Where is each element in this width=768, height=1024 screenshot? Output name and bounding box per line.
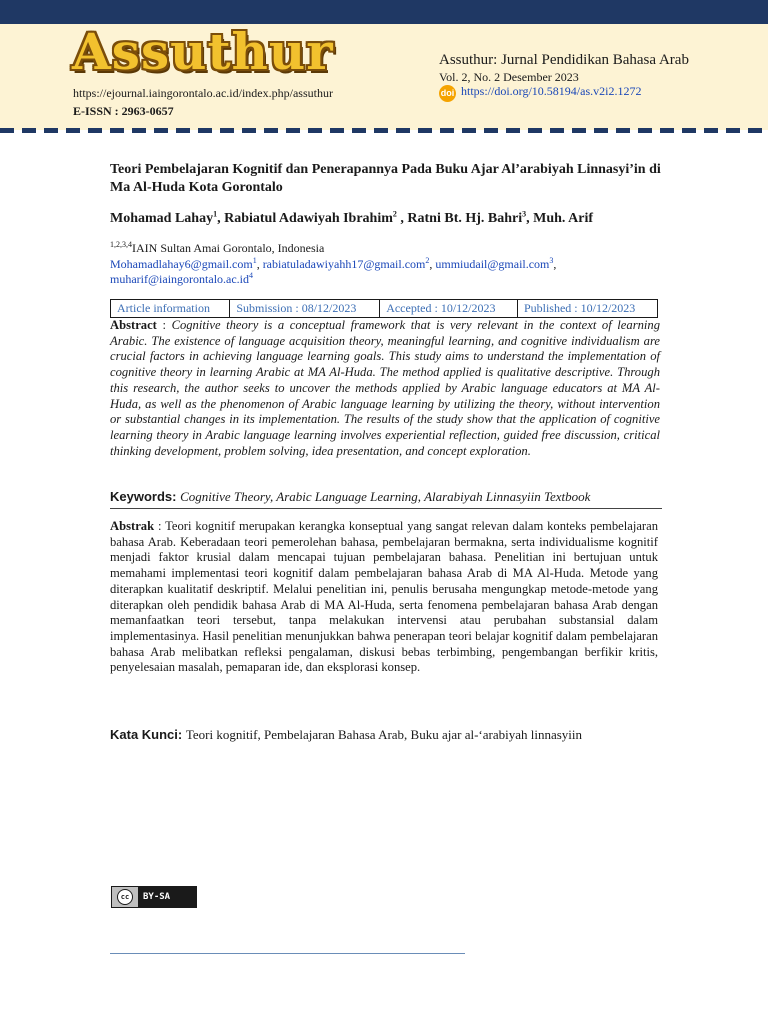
email-sup: 4 — [249, 271, 254, 280]
article-info-table — [110, 299, 658, 318]
email-sup: 1 — [252, 256, 257, 265]
header-dashed-divider — [0, 128, 768, 133]
author-sup: 2 — [392, 209, 397, 219]
abstract-indonesian — [110, 519, 658, 676]
author-name: Ratni Bt. Hj. Bahri — [407, 211, 523, 226]
footnote-divider — [110, 953, 465, 954]
article-info-label: Article information — [111, 300, 230, 318]
author-name: Mohamad Lahay — [110, 211, 214, 226]
published-date: Published : 10/12/2023 — [517, 300, 657, 318]
article-info-row — [111, 300, 658, 318]
creative-commons-icon[interactable] — [111, 886, 197, 908]
abstrak-text: Teori kognitif merupakan kerangka konseptual yang sangat relevan dalam konteks pembelajaran bahasa Arab. Keberadaan teori pemerolehan bahasa, pembelajaran bermakna, serta individualisme kognitif menjadi faktor krusial dalam mencapai tujuan pembelajaran bahasa. Penelitian ini bertujuan untuk memahami implementasi teori kognitif dalam pembelajaran bahasa Arab di MA Al-Huda. Metode yang diterapkan kualitatif deskriptif. Melalui penelitian ini, penulis berusaha mengungkap metode-metode yang diterapkan oleh pendidik bahasa Arab di MA Al-Huda, serta fenomena pembelajaran bahasa Arab dengan memanfaatkan teori tersebut, tanpa melakukan intervensi atau perubahan substansial dalam implementasinya. Hasil penelitian menunjukkan bahwa penerapan teori belajar kognitif dalam pembelajaran bahasa Arab melibatkan refleksi pengalaman, diskusi bebas terbimbing, pengembangan berfikir kritis, penyelesaian masalah, pemaparan ide, dan eksplorasi konsep. — [110, 519, 658, 675]
doi-icon: doi — [439, 85, 456, 102]
author-list — [110, 211, 593, 227]
abstract-english — [110, 318, 660, 459]
article-title: Teori Pembelajaran Kognitif dan Penerapannya Pada Buku Ajar Al’arabiyah Linnasyi’in di Ma Al-Huda Kota Gorontalo — [110, 162, 661, 195]
cc-symbol: cc — [117, 889, 133, 905]
kata-kunci — [110, 727, 582, 743]
abstract-colon: : — [156, 318, 172, 332]
abstrak-colon: : — [154, 519, 166, 533]
author-sup: 1 — [213, 209, 218, 219]
affiliation — [110, 241, 324, 256]
email-list — [110, 257, 670, 287]
submission-date: Submission : 08/12/2023 — [230, 300, 380, 318]
email-sup: 2 — [425, 256, 430, 265]
cc-logo-panel — [112, 887, 138, 907]
abstract-text: Cognitive theory is a conceptual framework that is very relevant in the context of learning Arabic. The existence of language acquisition theory, meaningful learning, and cognitive individualism are crucial factors in achieving language learning goals. This study aims to understand the implementation of cognitive theory in learning Arabic at MA Al-Huda. The method applied is qualitative descriptive. Through this research, the author seeks to uncover the methods applied by Arabic language educators at MA Al-Huda, as well as the phenomenon of Arabic language learning by utilizing the theory, without intervention or substantial changes in its implementation. The results of the study show that the application of cognitive learning theory in Arabic language learning involves experiential reflection, guided free discussion, critical thinking development, problem solving, idea presentation, and concept exploration. — [110, 318, 660, 458]
keywords-divider — [110, 508, 662, 509]
top-bar — [0, 0, 768, 24]
author-name: Rabiatul Adawiyah Ibrahim — [224, 211, 393, 226]
affiliation-text: IAIN Sultan Amai Gorontalo, Indonesia — [132, 241, 325, 255]
accepted-date: Accepted : 10/12/2023 — [380, 300, 518, 318]
license-text: BY-SA — [143, 892, 171, 902]
email-separator: , — [429, 257, 436, 271]
email-link[interactable]: rabiatuladawiyahh17@gmail.com — [262, 257, 426, 271]
email-sup: 3 — [549, 256, 554, 265]
author-separator: , — [526, 211, 534, 226]
author-sup: 3 — [522, 209, 527, 219]
affiliation-sup: 1,2,3,4 — [110, 240, 132, 249]
author-separator: , — [217, 211, 225, 226]
keywords-text: Cognitive Theory, Arabic Language Learning, Alarabiyah Linnasyiin Textbook — [180, 489, 591, 504]
keywords — [110, 489, 670, 505]
author-separator: , — [396, 211, 408, 226]
issn-label: E-ISSN : 2963-0657 — [73, 104, 174, 118]
journal-name: Assuthur: Jurnal Pendidikan Bahasa Arab — [439, 52, 689, 68]
email-separator: , — [256, 257, 263, 271]
doi-link[interactable]: https://doi.org/10.58194/as.v2i2.1272 — [461, 84, 642, 98]
email-link[interactable]: muharif@iaingorontalo.ac.id — [110, 272, 250, 286]
author-name: Muh. Arif — [533, 211, 594, 226]
keywords-label: Keywords: — [110, 489, 181, 504]
journal-site-link[interactable]: https://ejournal.iaingorontalo.ac.id/index.php/assuthur — [73, 86, 333, 100]
email-link[interactable]: Mohamadlahay6@gmail.com — [110, 257, 253, 271]
journal-logo: Assuthur — [72, 22, 334, 81]
email-separator: , — [553, 257, 557, 271]
kata-kunci-text: Teori kognitif, Pembelajaran Bahasa Arab, Buku ajar al-‘arabiyah linnasyiin — [185, 727, 583, 742]
abstract-label: Abstract — [110, 318, 157, 332]
email-link[interactable]: ummiudail@gmail.com — [435, 257, 550, 271]
abstrak-label: Abstrak — [110, 519, 155, 533]
kata-kunci-label: Kata Kunci: — [110, 727, 186, 742]
volume-issue: Vol. 2, No. 2 Desember 2023 — [439, 70, 579, 84]
